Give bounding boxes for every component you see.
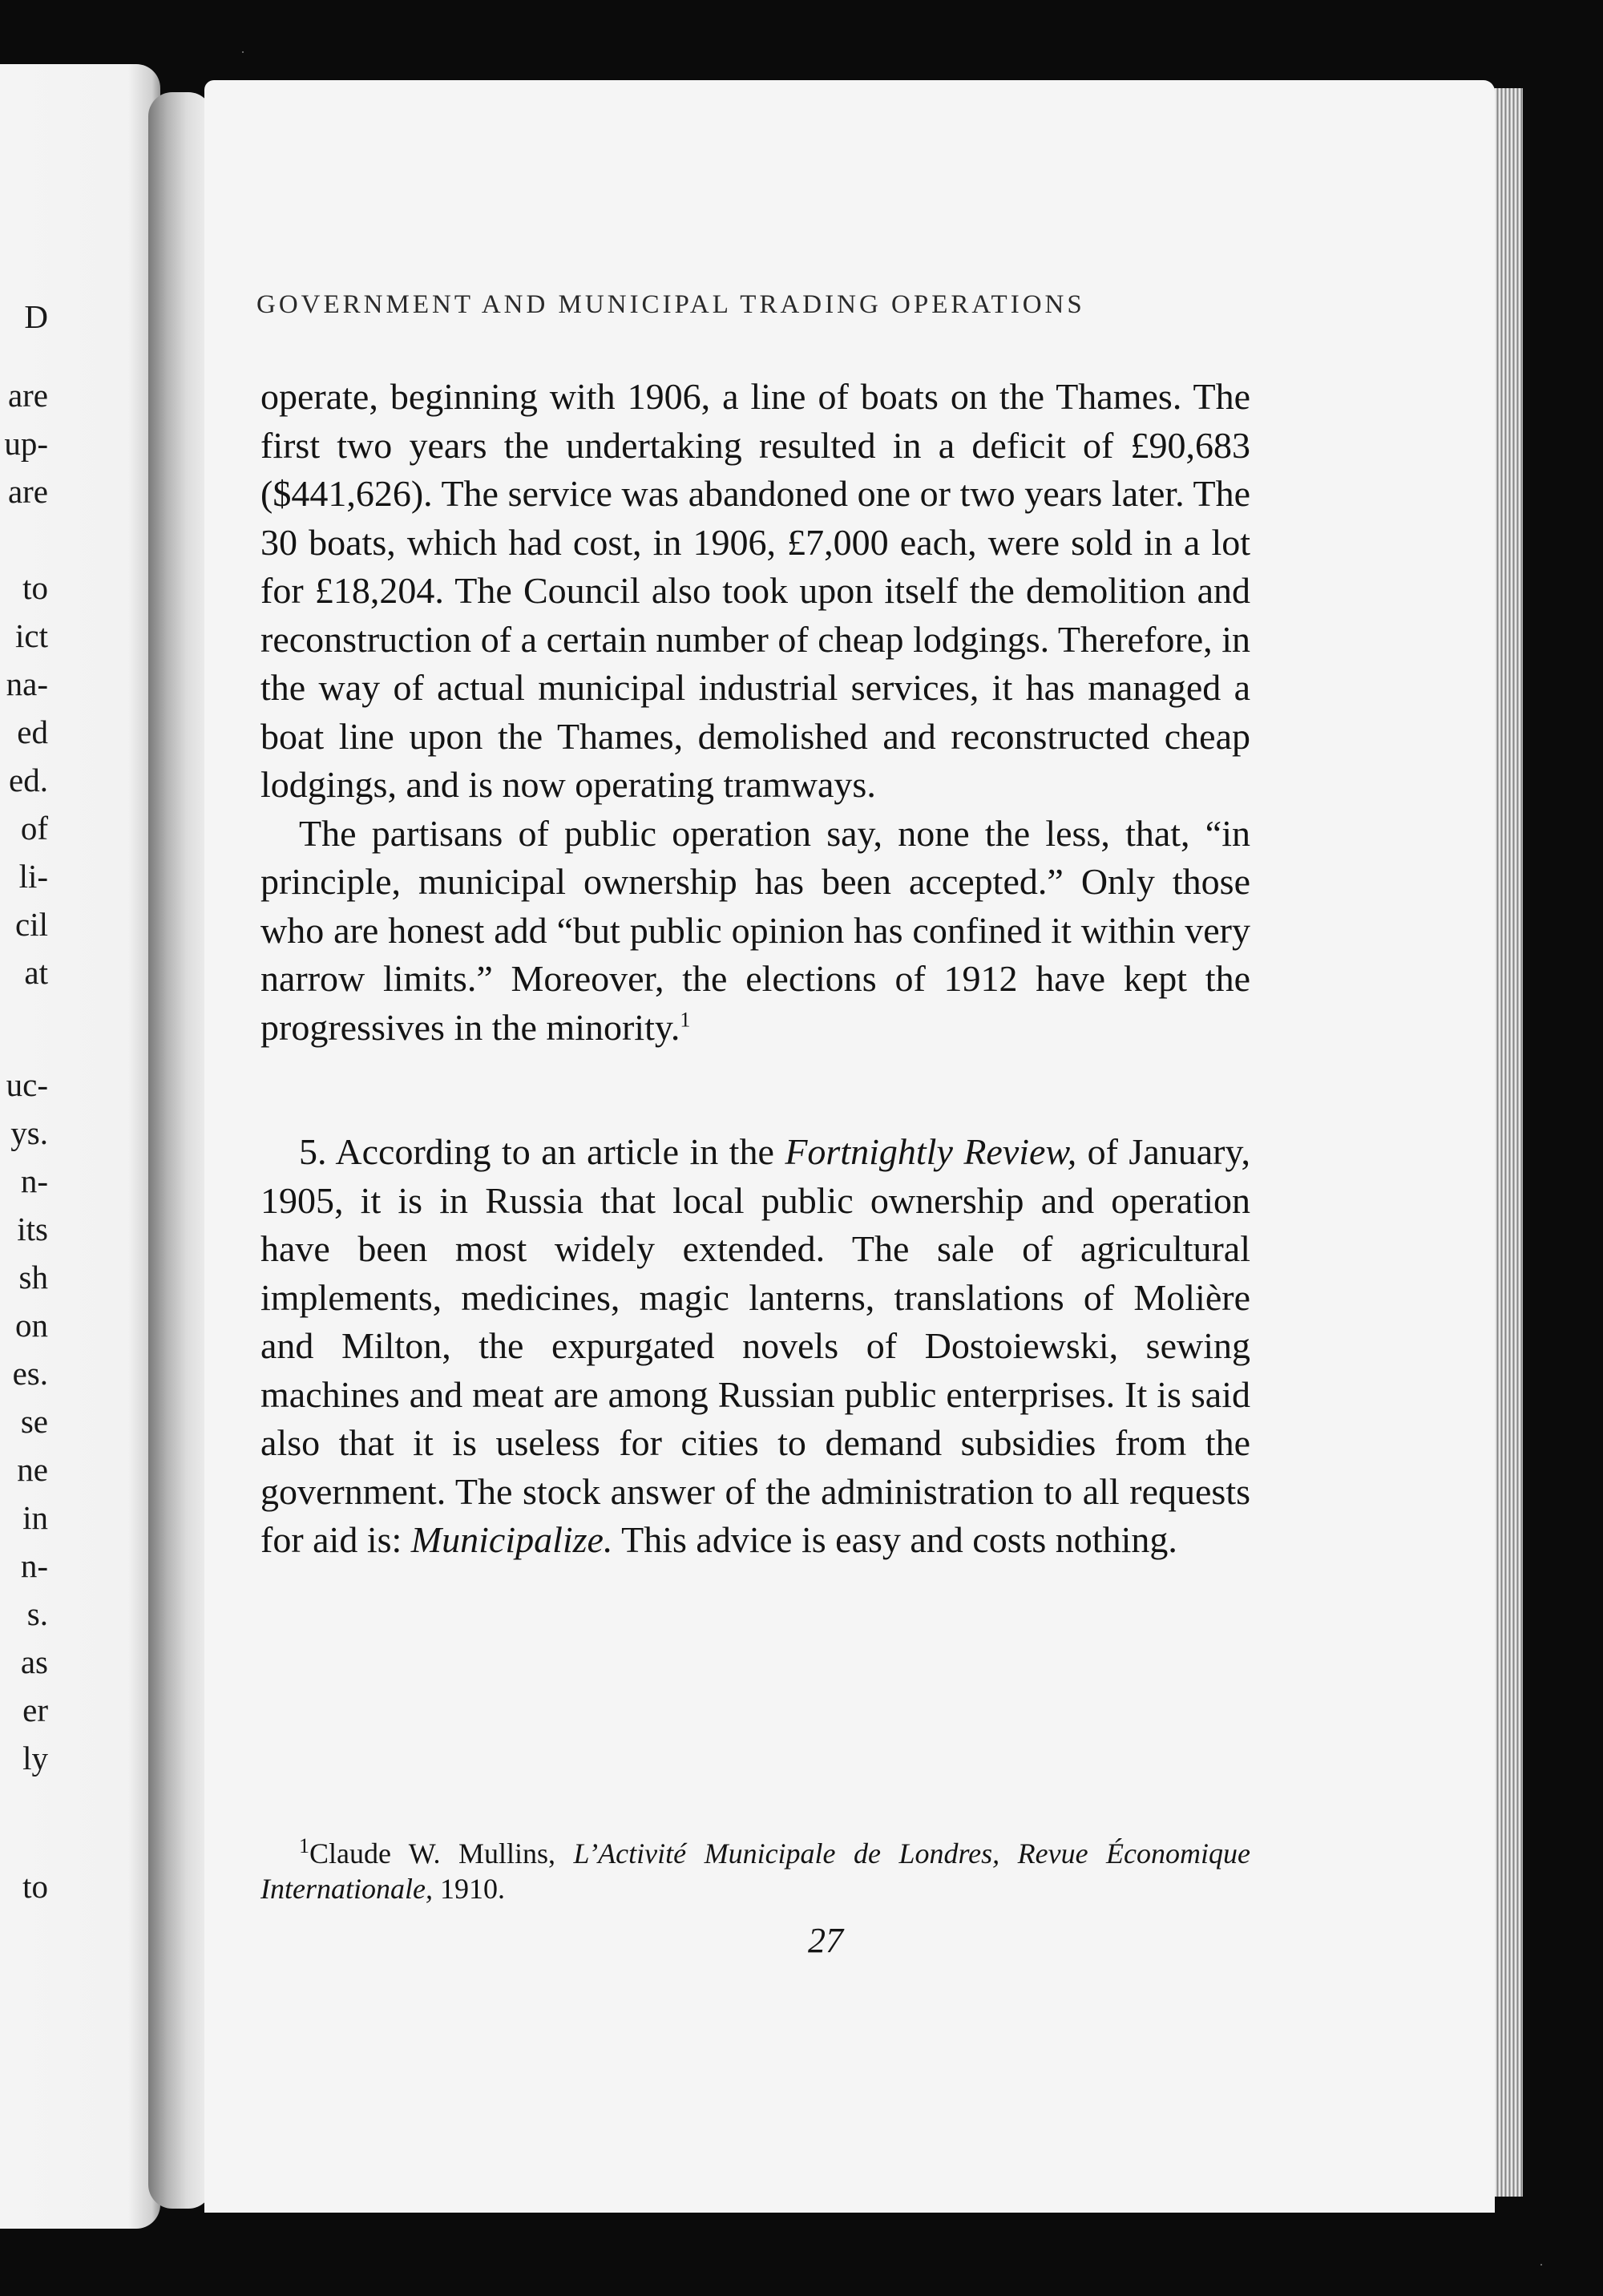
fragment: are: [7, 473, 48, 510]
footnote-work: L’Activité Municipale de Londres, Revue Économique Internationale,: [260, 1837, 1250, 1905]
emphasis-word: Municipalize.: [410, 1519, 613, 1560]
body-text: [260, 373, 1250, 1565]
section-lead: 5. According to an article in the: [299, 1131, 785, 1172]
page-edges: [1491, 88, 1523, 2197]
fragment: as: [20, 1643, 48, 1680]
fragment: li-: [18, 858, 48, 895]
footnote-year: 1910.: [432, 1873, 505, 1905]
footnote-marker: 1: [299, 1834, 309, 1857]
section-5-paragraph: [260, 1128, 1250, 1565]
fragment: up-: [4, 425, 48, 462]
journal-title: Fortnightly Review,: [785, 1131, 1077, 1172]
fragment: ne: [17, 1451, 48, 1488]
book-gutter-shadow: [148, 92, 212, 2209]
fragment: es.: [12, 1355, 48, 1392]
dust-speck: ·: [240, 44, 245, 60]
paragraph: [260, 810, 1250, 1053]
fragment: D: [24, 298, 48, 335]
fragment: n-: [20, 1547, 48, 1584]
fragment: sh: [18, 1259, 48, 1296]
fragment: ed: [17, 713, 48, 750]
footnote-reference[interactable]: 1: [680, 1008, 691, 1032]
fragment: ict: [15, 617, 48, 654]
fragment: ed.: [9, 762, 48, 798]
running-head: GOVERNMENT AND MUNICIPAL TRADING OPERATIONS: [256, 290, 1085, 319]
fragment: on: [15, 1307, 48, 1344]
fragment: are: [7, 377, 48, 414]
fragment: se: [20, 1403, 48, 1440]
fragment: of: [20, 810, 48, 847]
fragment: na-: [6, 665, 48, 702]
facing-page: [0, 64, 160, 2229]
fragment: to: [22, 569, 48, 606]
fragment: n-: [20, 1162, 48, 1199]
footnote: [260, 1836, 1250, 1906]
dust-speck: ·: [1539, 2257, 1544, 2273]
fragment: to: [22, 1868, 48, 1905]
paragraph: operate, beginning with 1906, a line of boats on the Thames. The first two years the undertaking resulted in a deficit of £90,683 ($441,626). The service was abandoned one or two years later. The 30 boats, which had cost, in 1906, £7,000 each, were sold in a lot for £18,204. The Council also took upon itself the demolition and reconstruction of a certain number of cheap lodgings. Therefore, in the way of actual municipal industrial services, it has managed a boat line upon the Thames, demolished and reconstructed cheap lodgings, and is now operating tramways.: [260, 376, 1250, 805]
fragment: ly: [22, 1740, 48, 1777]
fragment: s.: [26, 1595, 48, 1632]
fragment: in: [22, 1499, 48, 1536]
fragment: er: [22, 1692, 48, 1728]
fragment: at: [24, 954, 48, 991]
section-end: This advice is easy and costs nothing.: [612, 1519, 1177, 1560]
fragment: ys.: [10, 1114, 48, 1151]
footnote-author: Claude W. Mullins,: [309, 1837, 574, 1870]
page-number: 27: [808, 1921, 843, 1960]
fragment: its: [17, 1211, 48, 1247]
paragraph-text: The partisans of public operation say, none the less, that, “in principle, municipal ownership has been accepted.” Only those who are honest add “but public opinion has confined it within very narrow limits.” Moreover, the elections of 1912 have kept the progressives in the minority.: [260, 812, 1250, 1048]
fragment: uc-: [6, 1066, 48, 1103]
section-middle: of January, 1905, it is in Russia that local public ownership and operation have been most widely extended. The sale of agricultural implements, medicines, magic lanterns, translations of Molière and Milton, the expurgated novels of Dostoiewski, sewing machines and meat are among Russian public enterprises. It is said also that it is useless for cities to demand subsidies from the government. The stock answer of the administration to all requests for aid is:: [260, 1131, 1250, 1560]
footnote-text: [260, 1836, 1250, 1906]
fragment: cil: [15, 906, 48, 943]
